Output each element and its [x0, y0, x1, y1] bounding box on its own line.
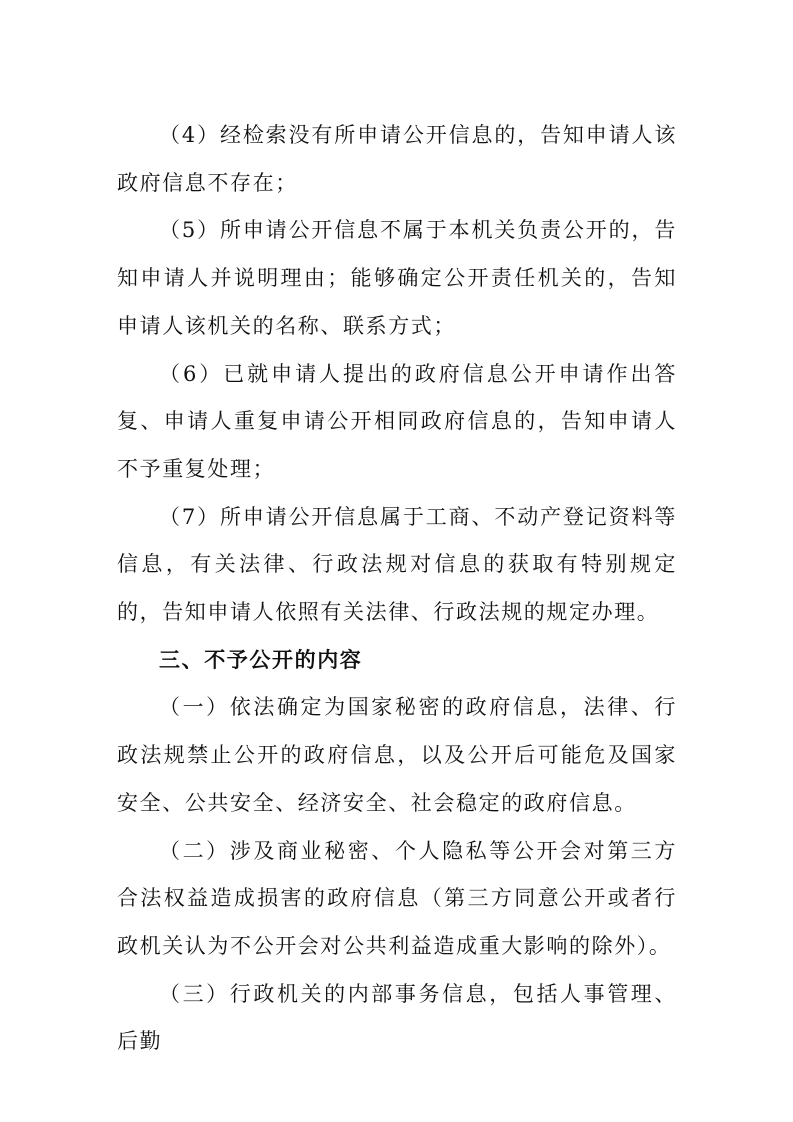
section-heading: 三、不予公开的内容: [159, 647, 363, 672]
section-paragraph-2: （二）涉及商业秘密、个人隐私等公开会对第三方合法权益造成损害的政府信息（第三方同意公开或者行政机关认为不公开会对公共利益造成重大影响的除外）。: [117, 838, 677, 958]
paragraph-item-7: （7）所申请公开信息属于工商、不动产登记资料等信息，有关法律、行政法规对信息的获取有特别规定的，告知申请人依照有关法律、行政法规的规定办理。: [117, 504, 677, 625]
section-paragraph-1: （一）依法确定为国家秘密的政府信息，法律、行政法规禁止公开的政府信息，以及公开后可能危及国家安全、公共安全、经济安全、社会稳定的政府信息。: [117, 695, 677, 815]
paragraph-item-5: （5）所申请公开信息不属于本机关负责公开的，告知申请人并说明理由；能够确定公开责任机关的，告知申请人该机关的名称、联系方式；: [117, 218, 677, 338]
paragraph-item-6: （6）已就申请人提出的政府信息公开申请作出答复、申请人重复申请公开相同政府信息的，告知申请人不予重复处理；: [117, 361, 677, 481]
document-body: [117, 112, 677, 1066]
paragraph-item-4: （4）经检索没有所申请公开信息的，告知申请人该政府信息不存在；: [117, 123, 677, 195]
section-paragraph-3: （三）行政机关的内部事务信息，包括人事管理、后勤: [117, 981, 677, 1054]
